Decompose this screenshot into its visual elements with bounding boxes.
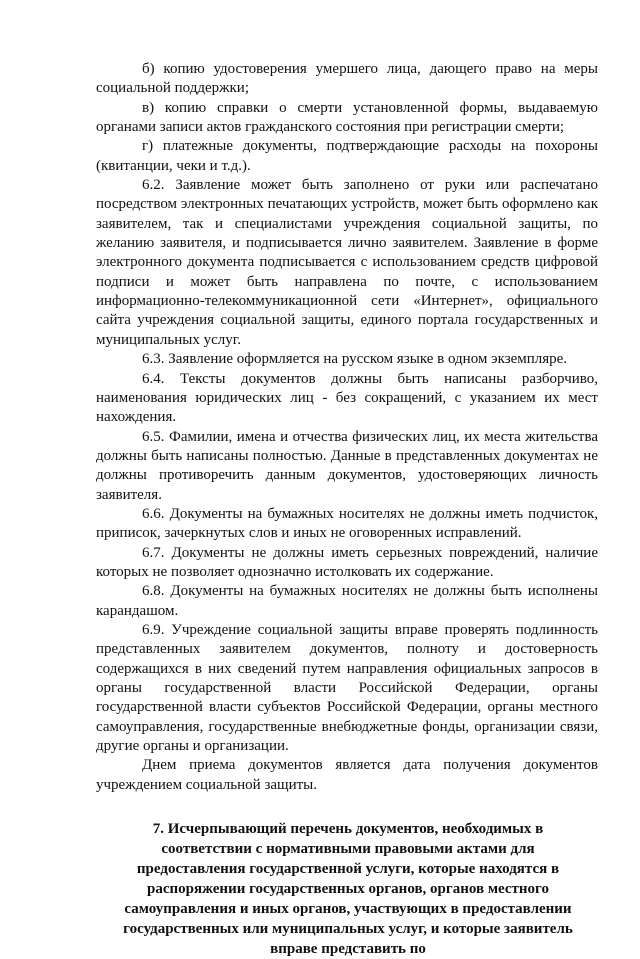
paragraph-6-7: 6.7. Документы не должны иметь серьезных повреждений, наличие которых не позволяет однозначно истолковать их содержание. (96, 544, 598, 580)
paragraph-6-2: 6.2. Заявление может быть заполнено от руки или распечатано посредством электронных печатающих устройств, может быть оформлено как заявителем, так и специалистами учреждения социальной защиты, по желанию заявителя, и подписывается лично заявителем. Заявление в форме электронного документа подписывается с использованием средств цифровой подписи и может быть направлена по почте, с использованием информационно-телекоммуникационной сети «Интернет», официального сайта учреждения социальной защиты, единого портала государственных и муниципальных услуг. (96, 177, 598, 348)
paragraph-6-4: 6.4. Тексты документов должны быть написаны разборчиво, наименования юридических лиц - без сокращений, с указанием их мест нахождения. (96, 370, 598, 426)
paragraph-v: в) копию справки о смерти установленной формы, выдаваемую органами записи актов гражданского состояния при регистрации смерти; (96, 99, 598, 136)
paragraph-6-5: 6.5. Фамилии, имена и отчества физических лиц, их места жительства должны быть написаны полностью. Данные в представленных документах не должны противоречить данным документов, удостоверяющих личность заявителя. (96, 428, 598, 503)
paragraph-6-3: 6.3. Заявление оформляется на русском языке в одном экземпляре. (142, 351, 568, 368)
paragraph-6-8: 6.8. Документы на бумажных носителях не должны быть исполнены карандашом. (96, 583, 598, 619)
paragraph-6-6: 6.6. Документы на бумажных носителях не должны иметь подчисток, приписок, зачеркнутых слов и иных не оговоренных исправлений. (96, 505, 598, 542)
paragraph-reception-date: Днем приема документов является дата получения документов учреждением социальной защиты. (96, 757, 598, 793)
section-7-heading: 7. Исчерпывающий перечень документов, необходимых в соответствии с нормативными правовыми актами для предоставления государственной услуги, которые находятся в распоряжении государственных органов, органов местного самоуправления и иных органов, участвующих в предоставлении государственных или муниципальных услуг, и которые заявитель вправе представить по (123, 821, 573, 958)
paragraph-b: б) копию удостоверения умершего лица, дающего право на меры социальной поддержки; (96, 61, 598, 97)
document-page (96, 60, 598, 959)
paragraph-6-9: 6.9. Учреждение социальной защиты вправе проверять подлинность представленных заявителем документов, полноту и достоверность содержащихся в них сведений путем направления официальных запросов в органы государственной власти Российской Федерации, органы государственной власти субъектов Российской Федерации, органы местного самоуправления, государственные внебюджетные фонды, организации связи, другие органы и организации. (96, 621, 598, 755)
paragraph-g: г) платежные документы, подтверждающие расходы на похороны (квитанции, чеки и т.д.). (96, 138, 598, 174)
